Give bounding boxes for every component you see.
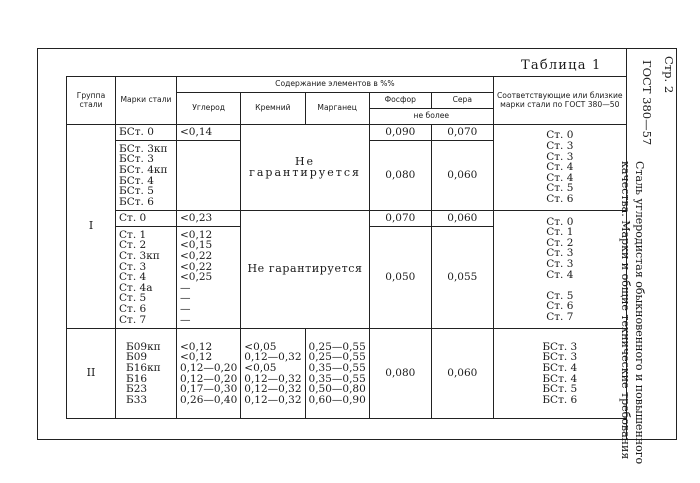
list-item: Ст. 5 bbox=[546, 289, 574, 302]
header-group: Группа стали bbox=[67, 77, 116, 125]
list-item: Ст. 6 bbox=[119, 302, 147, 315]
list-item: Ст. 3кп bbox=[119, 250, 160, 263]
list-item: — bbox=[180, 313, 191, 326]
phos-rest-a: 0,080 bbox=[369, 141, 431, 211]
list-item: Б09 bbox=[126, 351, 148, 364]
list-item: БСт. 4 bbox=[542, 361, 578, 374]
list-item: Б16 bbox=[126, 372, 148, 385]
side-description-line2: качества. Марки и общие технические требования bbox=[619, 161, 632, 460]
list-item: Ст. 1 bbox=[119, 228, 147, 241]
list-item: БСт. 4кп bbox=[119, 163, 168, 176]
list-item: Ст. 5 bbox=[546, 182, 574, 195]
list-item: БСт. 6 bbox=[542, 393, 578, 406]
grade-first-a: БСт. 0 bbox=[116, 125, 177, 141]
sulf-first-a: 0,070 bbox=[431, 125, 493, 141]
list-item: 0,12—0,20 bbox=[180, 361, 238, 374]
phos-ii: 0,080 bbox=[369, 329, 431, 419]
list-item: 0,12—0,32 bbox=[244, 383, 302, 396]
list-item: Ст. 5 bbox=[119, 292, 147, 305]
list-item: <0,12 bbox=[180, 340, 213, 353]
group-cell-i: I bbox=[67, 125, 116, 329]
list-item: 0,50—0,80 bbox=[308, 383, 366, 396]
list-item: Ст. 3 bbox=[546, 247, 574, 260]
side-page bbox=[656, 56, 676, 436]
phos-first-a: 0,090 bbox=[369, 125, 431, 141]
list-item: Ст. 3 bbox=[546, 257, 574, 270]
list-item: Ст. 0 bbox=[546, 215, 574, 228]
header-equivalent: Соответствующие или близкие марки стали по ГОСТ 380—50 bbox=[493, 77, 626, 125]
list-item: БСт. 4 bbox=[542, 372, 578, 385]
list-item: Ст. 6 bbox=[546, 192, 574, 205]
header-not-more: не более bbox=[369, 109, 493, 125]
grades-list-ii bbox=[116, 329, 177, 419]
equivalent-list-ii bbox=[493, 329, 626, 419]
list-item: 0,12—0,32 bbox=[244, 372, 302, 385]
carbon-first-a: <0,14 bbox=[177, 125, 241, 141]
list-item: Ст. 3 bbox=[546, 140, 574, 153]
page-number: Стр. 2 bbox=[662, 56, 676, 94]
list-item: <0,25 bbox=[180, 271, 213, 284]
steel-composition-table bbox=[66, 76, 627, 419]
side-gost bbox=[638, 56, 658, 436]
side-description-line1: Сталь углеродистая обыкновенного и повышенного bbox=[633, 161, 646, 465]
list-item: БСт. 3 bbox=[119, 153, 154, 166]
list-item: <0,12 bbox=[180, 228, 213, 241]
list-item: 0,25—0,55 bbox=[308, 351, 366, 364]
carbon-list-b bbox=[177, 227, 241, 329]
list-item: Ст. 6 bbox=[546, 300, 574, 313]
silicon-list-ii bbox=[241, 329, 305, 419]
gost-label: ГОСТ 380—57 bbox=[640, 60, 654, 146]
equivalent-list-b bbox=[493, 211, 626, 329]
list-item: 0,35—0,55 bbox=[308, 372, 366, 385]
sulf-rest-b: 0,055 bbox=[431, 227, 493, 329]
carbon-list-ii bbox=[177, 329, 241, 419]
not-guaranteed-a: Не гарантируется bbox=[241, 125, 370, 211]
list-item: БСт. 4 bbox=[119, 174, 154, 187]
header-manganese: Марганец bbox=[305, 93, 369, 125]
header-silicon: Кремний bbox=[241, 93, 305, 125]
grade-first-b: Ст. 0 bbox=[116, 211, 177, 227]
list-item: Ст. 0 bbox=[546, 129, 574, 142]
list-item: 0,60—0,90 bbox=[308, 393, 366, 406]
list-item: 0,35—0,55 bbox=[308, 361, 366, 374]
list-item: Б33 bbox=[126, 393, 148, 406]
header-phosphorus: Фосфор bbox=[369, 93, 431, 109]
list-item: <0,12 bbox=[180, 351, 213, 364]
list-item: Б23 bbox=[126, 383, 148, 396]
list-item: Ст. 4 bbox=[546, 161, 574, 174]
list-item: <0,15 bbox=[180, 239, 213, 252]
list-item: Ст. 4 bbox=[119, 271, 147, 284]
list-item: Ст. 2 bbox=[546, 236, 574, 249]
list-item: Ст. 1 bbox=[546, 226, 574, 239]
list-item: 0,12—0,32 bbox=[244, 351, 302, 364]
list-item: БСт. 5 bbox=[542, 383, 578, 396]
list-item: <0,22 bbox=[180, 260, 213, 273]
list-item: 0,17—0,30 bbox=[180, 383, 238, 396]
list-item: БСт. 6 bbox=[119, 195, 154, 208]
list-item: 0,25—0,55 bbox=[308, 340, 366, 353]
list-item: — bbox=[180, 302, 191, 315]
list-item: 0,26—0,40 bbox=[180, 393, 238, 406]
list-item: Б16кп bbox=[126, 361, 161, 374]
list-item: Ст. 3 bbox=[546, 150, 574, 163]
grades-list-a bbox=[116, 141, 177, 211]
list-item: Ст. 4 bbox=[546, 171, 574, 184]
list-item: Ст. 3 bbox=[119, 260, 147, 273]
list-item: БСт. 3 bbox=[542, 340, 578, 353]
list-item: <0,05 bbox=[244, 361, 277, 374]
list-item: Ст. 4 bbox=[546, 268, 574, 281]
not-guaranteed-b: Не гарантируется bbox=[241, 211, 370, 329]
list-item: 0,12—0,20 bbox=[180, 372, 238, 385]
sulf-rest-a: 0,060 bbox=[431, 141, 493, 211]
list-item: БСт. 5 bbox=[119, 185, 154, 198]
manganese-list-ii bbox=[305, 329, 369, 419]
list-item: — bbox=[180, 292, 191, 305]
grades-list-b bbox=[116, 227, 177, 329]
list-item: Ст. 7 bbox=[119, 313, 147, 326]
phos-rest-b: 0,050 bbox=[369, 227, 431, 329]
list-item: 0,12—0,32 bbox=[244, 393, 302, 406]
list-item: Ст. 4а bbox=[119, 281, 153, 294]
header-carbon: Углерод bbox=[177, 93, 241, 125]
group-cell-ii: II bbox=[67, 329, 116, 419]
list-item: Ст. 2 bbox=[119, 239, 147, 252]
table-title: Таблица 1 bbox=[521, 58, 602, 73]
carbon-blank-a bbox=[177, 141, 241, 211]
header-grades: Марки стали bbox=[116, 77, 177, 125]
list-item: Б09кп bbox=[126, 340, 161, 353]
side-description bbox=[616, 56, 646, 465]
phos-first-b: 0,070 bbox=[369, 211, 431, 227]
list-item: БСт. 3 bbox=[542, 351, 578, 364]
sulf-ii: 0,060 bbox=[431, 329, 493, 419]
list-item: — bbox=[180, 281, 191, 294]
list-item: Ст. 7 bbox=[546, 310, 574, 323]
header-content: Содержание элементов в %% bbox=[177, 77, 494, 93]
list-item: <0,22 bbox=[180, 250, 213, 263]
equivalent-list-a bbox=[493, 125, 626, 211]
list-item: БСт. 3кп bbox=[119, 142, 168, 155]
list-item: <0,05 bbox=[244, 340, 277, 353]
header-sulfur: Сера bbox=[431, 93, 493, 109]
carbon-first-b: <0,23 bbox=[177, 211, 241, 227]
sulf-first-b: 0,060 bbox=[431, 211, 493, 227]
